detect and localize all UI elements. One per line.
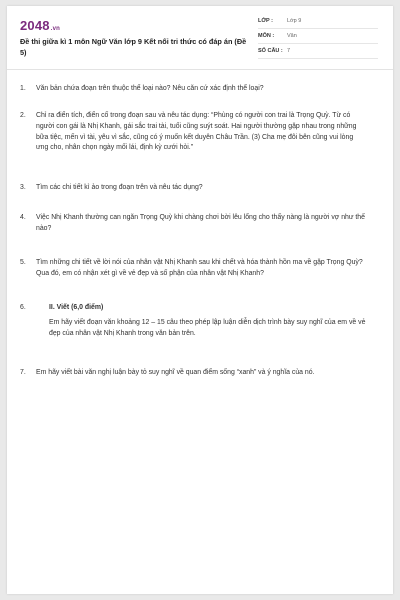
question-number: 4. xyxy=(20,214,26,221)
site-logo[interactable] xyxy=(20,18,60,33)
question-number: 3. xyxy=(20,184,26,191)
question-number: 1. xyxy=(20,85,26,92)
exam-page xyxy=(7,6,393,594)
meta-row-count xyxy=(258,45,378,59)
meta-label-count: SỐ CÂU : xyxy=(258,48,283,54)
question-text: Tìm các chi tiết kì ảo trong đoạn trên và nêu tác dụng? xyxy=(36,184,203,191)
logo-tld: .vn xyxy=(50,26,61,32)
question-text: Việc Nhị Khanh thường can ngăn Trọng Quỳ khi chàng chơi bời lêu lổng cho thấy nàng là người vợ như thế nào? xyxy=(36,214,365,232)
page-header xyxy=(7,6,393,70)
meta-label-class: LỚP : xyxy=(258,18,273,24)
meta-row-class xyxy=(258,15,378,29)
question-text: Em hãy viết đoạn văn khoảng 12 – 15 câu theo phép lập luận diễn dịch trình bày suy nghĩ của em về vẻ đẹp của nhân vật Nhị Khanh trong văn bản trên. xyxy=(49,319,366,337)
question-number: 6. xyxy=(20,304,26,311)
question-number: 2. xyxy=(20,112,26,119)
question-number: 7. xyxy=(20,369,26,376)
meta-value-subject: Văn xyxy=(287,33,297,39)
question-text: Văn bản chứa đoạn trên thuộc thể loại nào? Nêu căn cứ xác định thể loại? xyxy=(36,85,264,92)
meta-value-class: Lớp 9 xyxy=(287,18,302,24)
question-text: Em hãy viết bài văn nghị luận bày tỏ suy nghĩ về quan điểm sống “xanh” và ý nghĩa của nó. xyxy=(36,369,315,376)
question-number: 5. xyxy=(20,259,26,266)
meta-row-subject xyxy=(258,30,378,44)
meta-value-count: 7 xyxy=(287,48,291,54)
section-title: II. Viết (6,0 điểm) xyxy=(49,304,104,311)
exam-title: Đề thi giữa kì 1 môn Ngữ Văn lớp 9 Kết nối tri thức có đáp án (Đề 5) xyxy=(20,37,247,57)
question-text: Chỉ ra điển tích, điển cố trong đoạn sau và nêu tác dụng: “Phùng có người con trai là Trọng Quỳ. Từ có người con gái là Nhị Khanh, gái sắc trai tài, tuổi cũng suýt soát. Hai người thường gặp nhau trong những bữa tiệc, mến vì tài, yêu vì sắc, cũng có ý muốn kết duyên Châu Trần. (3) Cha mẹ đôi bên cũng vui lòng ưng cho, nhân chọn ngày mối lái, định kỳ cưới hỏi.” xyxy=(36,112,357,152)
meta-label-subject: MÔN : xyxy=(258,33,275,39)
question-text: Tìm những chi tiết về lời nói của nhân vật Nhị Khanh sau khi chết và hóa thành hồn ma về gặp Trọng Quỳ? Qua đó, em có nhận xét gì về vẻ đẹp và số phận của nhân vật Nhị Khanh? xyxy=(36,259,363,277)
logo-main: 2048 xyxy=(20,18,50,33)
